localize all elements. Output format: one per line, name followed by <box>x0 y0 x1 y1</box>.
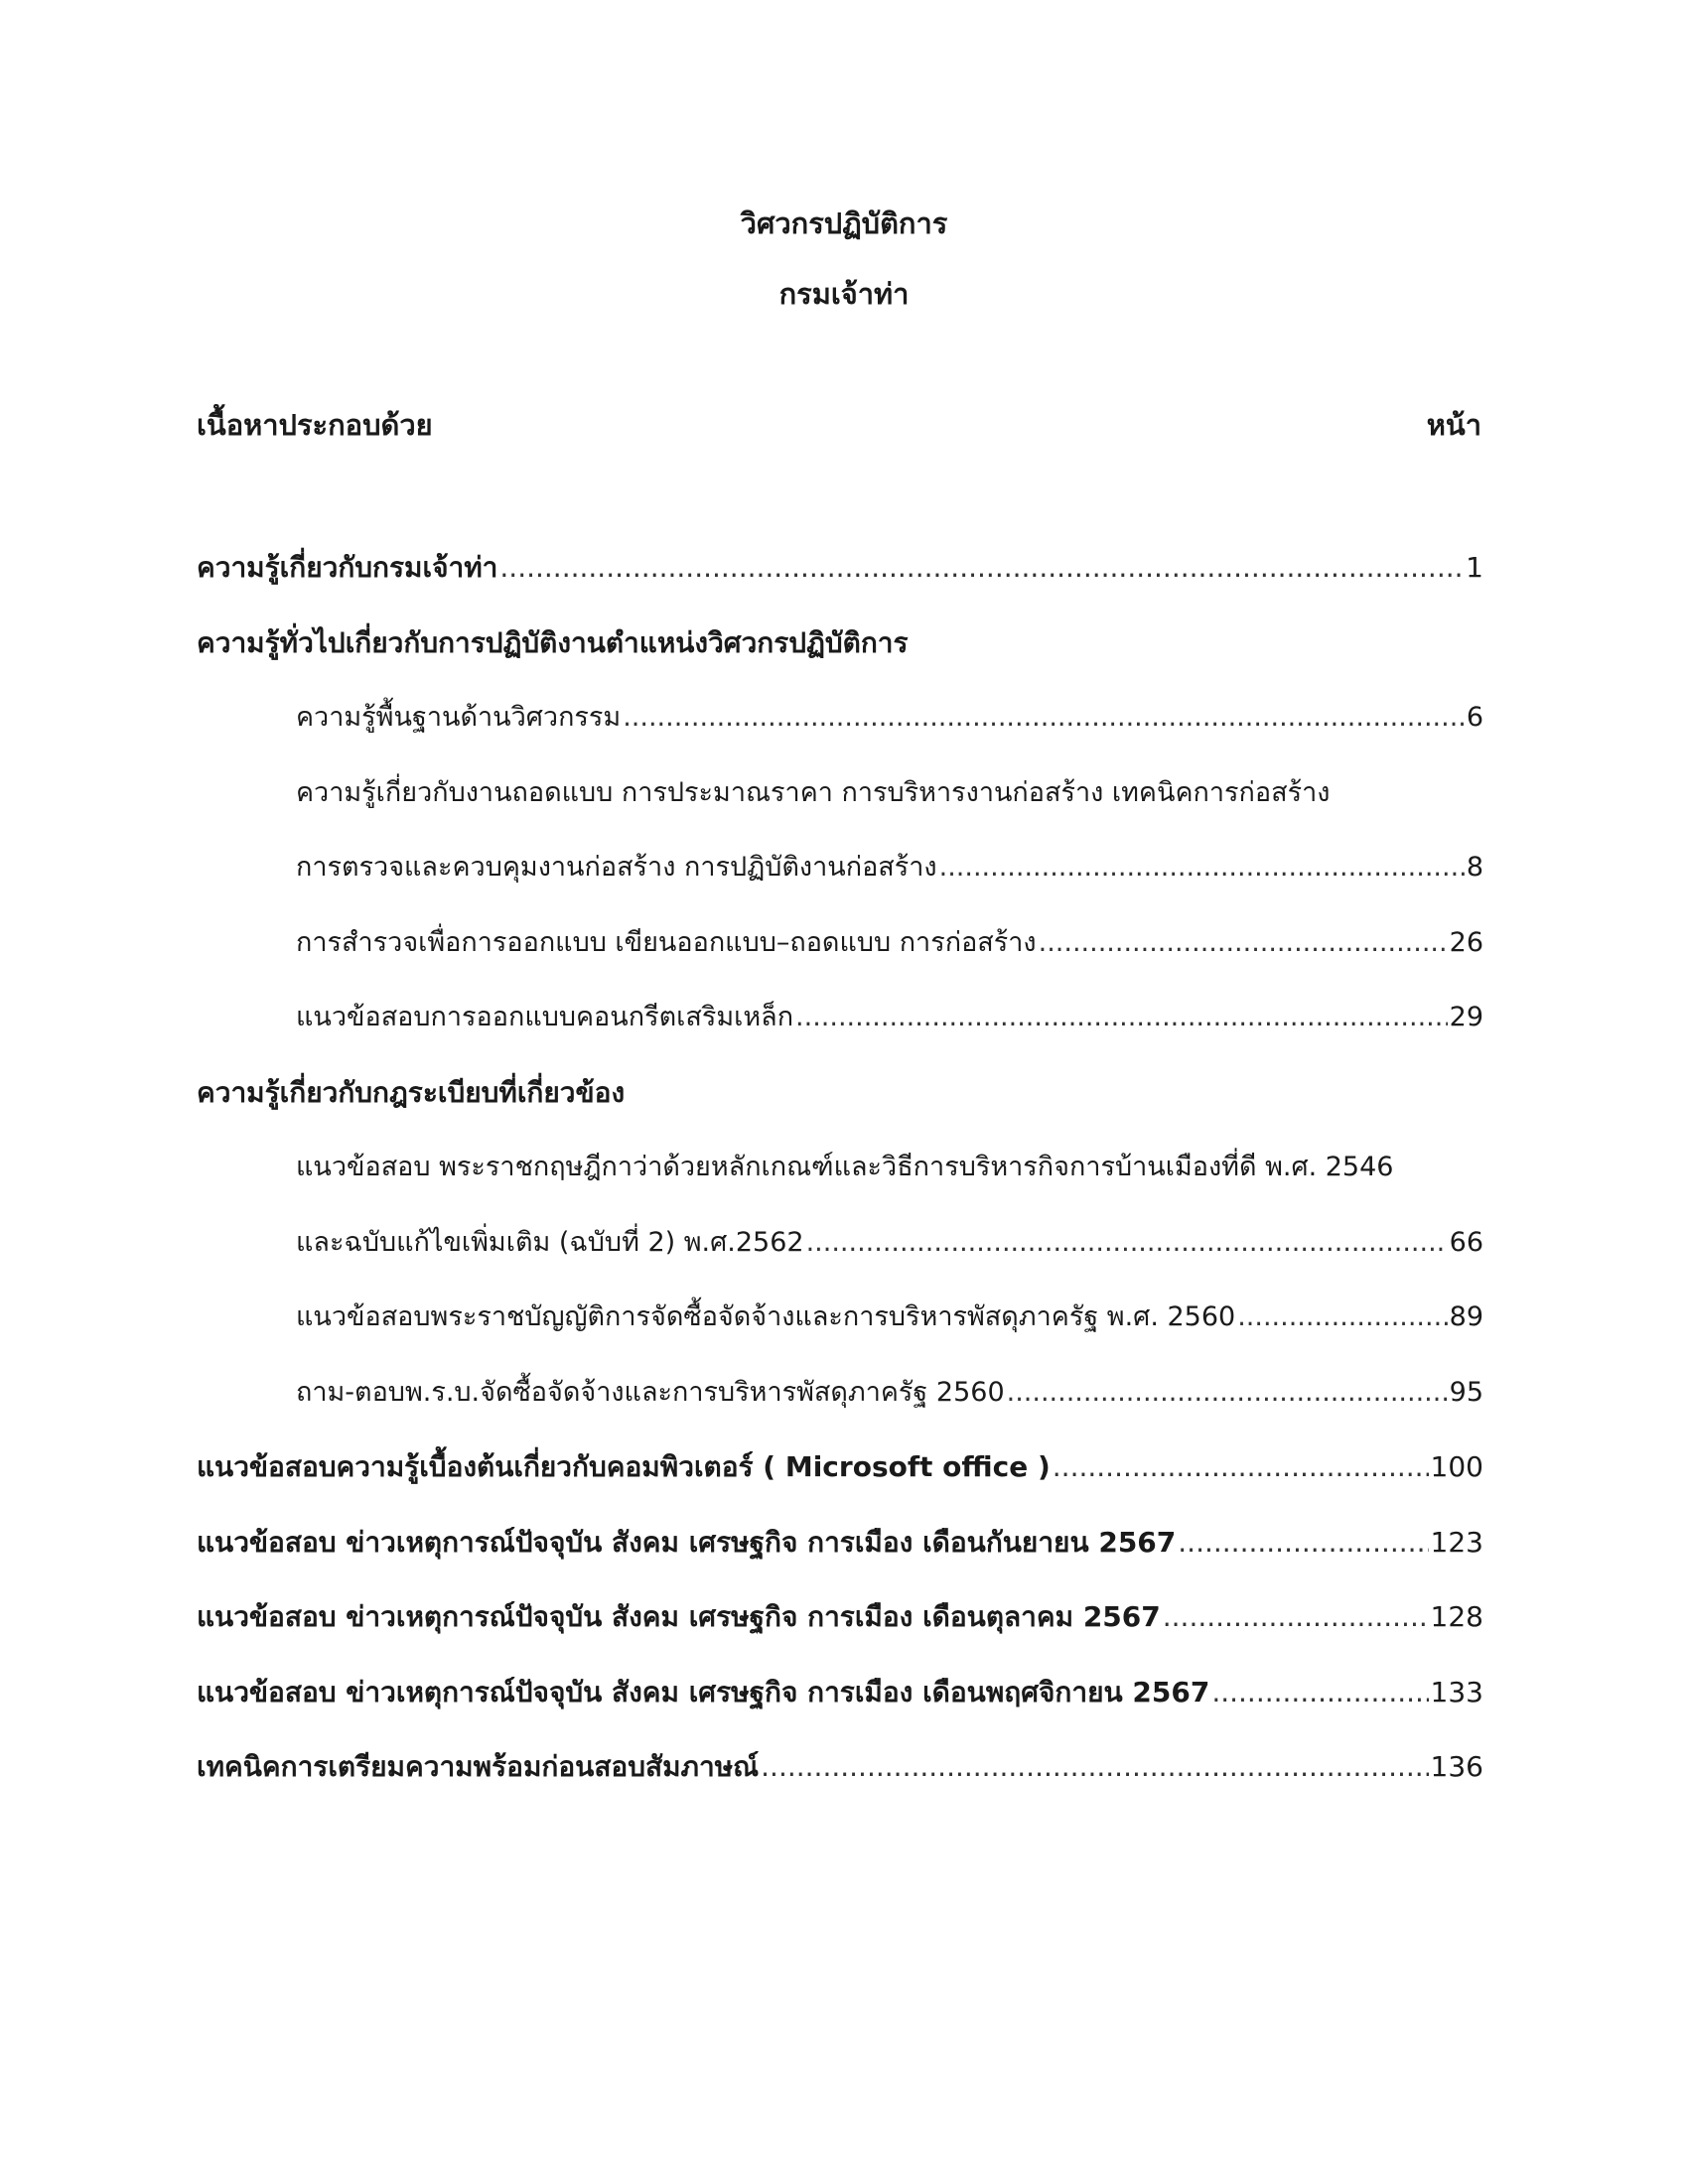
dot-leader <box>939 848 1465 887</box>
toc-entry-title: ความรู้พื้นฐานด้านวิศวกรรม <box>296 702 622 733</box>
toc-entry-page: 136 <box>1430 1750 1483 1783</box>
toc-entry-title: ถาม-ตอบพ.ร.บ.จัดซื้อจัดจ้างและการบริหารพัสดุภาครัฐ 2560 <box>296 1376 1005 1408</box>
dot-leader <box>1237 1297 1447 1337</box>
toc-entry-page: 89 <box>1449 1301 1483 1332</box>
toc-entry-title: เทคนิคการเตรียมความพร้อมก่อนสอบสัมภาษณ์ <box>197 1750 760 1783</box>
toc-entry-title: แนวข้อสอบ ข่าวเหตุการณ์ปัจจุบัน สังคม เศรษฐกิจ การเมือง เดือนพฤศจิกายน 2567 <box>197 1675 1210 1708</box>
toc-section-title: ความรู้เกี่ยวกับกฎระเบียบที่เกี่ยวข้อง <box>197 1075 626 1109</box>
toc-entry-title: แนวข้อสอบพระราชบัญญัติการจัดซื้อจัดจ้างและการบริหารพัสดุภาครัฐ พ.ศ. 2560 <box>296 1301 1236 1332</box>
dot-leader <box>1007 1373 1448 1413</box>
toc-entry-title: แนวข้อสอบ ข่าวเหตุการณ์ปัจจุบัน สังคม เศรษฐกิจ การเมือง เดือนตุลาคม 2567 <box>197 1600 1161 1633</box>
toc-entry-title: ความรู้เกี่ยวกับงานถอดแบบ การประมาณราคา การบริหารงานก่อสร้าง เทคนิคการก่อสร้าง <box>296 776 1331 808</box>
toc-entry[interactable] <box>197 848 1483 923</box>
contents-label: เนื้อหาประกอบด้วย <box>197 408 433 442</box>
toc-entry[interactable] <box>197 923 1483 999</box>
toc-entry-title: แนวข้อสอบการออกแบบคอนกรีตเสริมเหล็ก <box>296 1002 794 1032</box>
toc-entry-title: การตรวจและควบคุมงานก่อสร้าง การปฏิบัติงานก่อสร้าง <box>296 852 937 883</box>
toc-entry-continued[interactable] <box>197 773 1483 849</box>
toc-entry[interactable] <box>197 1373 1483 1448</box>
dot-leader <box>1211 1673 1428 1712</box>
toc-entry-title: แนวข้อสอบความรู้เบื้องต้นเกี่ยวกับคอมพิวเตอร์ ( Microsoft office ) <box>197 1450 1051 1483</box>
toc-entry-page: 133 <box>1430 1675 1483 1708</box>
toc-entry[interactable] <box>197 1523 1483 1598</box>
toc-entry[interactable] <box>197 1447 1483 1523</box>
toc-entry[interactable] <box>197 1673 1483 1748</box>
toc-entry[interactable] <box>197 1747 1483 1823</box>
dot-leader <box>1163 1597 1429 1637</box>
dot-leader <box>761 1747 1428 1787</box>
toc-entry-title: แนวข้อสอบ ข่าวเหตุการณ์ปัจจุบัน สังคม เศรษฐกิจ การเมือง เดือนกันยายน 2567 <box>197 1525 1177 1559</box>
toc-entry[interactable] <box>197 1597 1483 1673</box>
page-column-label: หน้า <box>1426 408 1481 442</box>
toc-entry-page: 100 <box>1430 1450 1483 1483</box>
toc-entry[interactable] <box>197 548 1483 623</box>
toc-entry-page: 1 <box>1466 551 1483 584</box>
toc-entry-page: 26 <box>1449 926 1483 958</box>
toc-entry-page: 29 <box>1449 1002 1483 1032</box>
toc-section-heading <box>197 1073 1483 1149</box>
table-of-contents <box>197 548 1483 1823</box>
toc-entry-page: 8 <box>1466 852 1483 883</box>
toc-entry[interactable] <box>197 698 1483 773</box>
document-title: วิศวกรปฏิบัติการ <box>740 206 948 240</box>
toc-entry-page: 66 <box>1449 1226 1483 1258</box>
toc-section-title: ความรู้ทั่วไปเกี่ยวกับการปฏิบัติงานตำแหน่งวิศวกรปฏิบัติการ <box>197 625 909 659</box>
dot-leader <box>1053 1447 1429 1487</box>
toc-entry-title: การสำรวจเพื่อการออกแบบ เขียนออกแบบ–ถอดแบบ การก่อสร้าง <box>296 926 1037 958</box>
toc-entry-title: ความรู้เกี่ยวกับกรมเจ้าท่า <box>197 551 498 584</box>
toc-entry-page: 128 <box>1430 1600 1483 1633</box>
toc-entry[interactable] <box>197 1223 1483 1298</box>
toc-entry-continued[interactable] <box>197 1148 1483 1223</box>
toc-section-heading <box>197 623 1483 699</box>
toc-entry-page: 6 <box>1466 702 1483 733</box>
toc-entry-page: 123 <box>1430 1525 1483 1559</box>
dot-leader <box>499 548 1464 588</box>
toc-entry[interactable] <box>197 1297 1483 1373</box>
dot-leader <box>623 698 1465 738</box>
toc-entry-title: แนวข้อสอบ พระราชกฤษฎีกาว่าด้วยหลักเกณฑ์และวิธีการบริหารกิจการบ้านเมืองที่ดี พ.ศ. 2546 <box>296 1152 1394 1182</box>
contents-header <box>197 405 1481 445</box>
toc-entry-title: และฉบับแก้ไขเพิ่มเติม (ฉบับที่ 2) พ.ศ.2562 <box>296 1226 804 1258</box>
dot-leader <box>806 1223 1448 1263</box>
toc-entry[interactable] <box>197 998 1483 1073</box>
dot-leader <box>1178 1523 1428 1563</box>
dot-leader <box>795 998 1448 1037</box>
dot-leader <box>1039 923 1448 963</box>
toc-entry-page: 95 <box>1449 1376 1483 1408</box>
document-subtitle: กรมเจ้าท่า <box>778 277 910 311</box>
